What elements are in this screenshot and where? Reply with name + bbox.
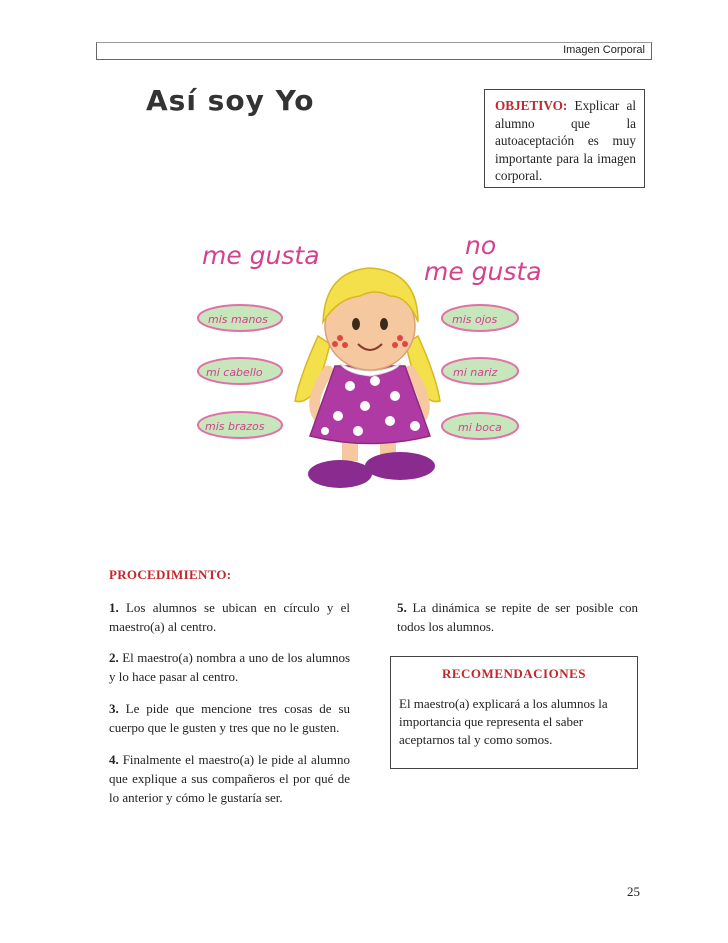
header-title: Imagen Corporal	[563, 44, 645, 56]
svg-text:mi nariz: mi nariz	[453, 366, 498, 379]
recommendations-text: El maestro(a) explicará a los alumnos la importancia que representa el saber aceptarnos tal y como somos.	[399, 696, 608, 747]
page-number: 25	[627, 884, 640, 899]
recommendations-title: RECOMENDACIONES	[441, 666, 586, 681]
page-header	[96, 42, 652, 60]
procedure-steps	[109, 598, 350, 820]
procedure-step-4: 4. Finalmente el maestro(a) le pide al alumno que explique a sus compañeros el por qué de lo anterior y cómo le gustaría ser.	[109, 752, 350, 805]
procedure-step-5: 5. La dinámica se repite de ser posible con todos los alumnos.	[397, 600, 638, 634]
svg-text:mi cabello: mi cabello	[206, 366, 263, 379]
procedure-title: PROCEDIMIENTO:	[109, 567, 232, 582]
dislike-bubble-3	[442, 413, 518, 439]
objective-label: OBJETIVO:	[495, 98, 568, 113]
like-bubble-1	[198, 305, 282, 331]
dislike-title-1: no	[465, 231, 497, 260]
like-title: me gusta	[202, 241, 320, 270]
procedure-step-1: 1. Los alumnos se ubican en círculo y el maestro(a) al centro.	[109, 600, 350, 634]
objective-text: Explicar al alumno que la autoaceptación es muy importante para la imagen corporal.	[495, 98, 636, 183]
procedure-step-3: 3. Le pide que mencione tres cosas de su cuerpo que le gusten y tres que no le gusten.	[109, 701, 350, 735]
like-bubble-3	[198, 412, 282, 438]
svg-text:mis ojos: mis ojos	[452, 313, 498, 326]
dislike-bubble-1	[442, 305, 518, 331]
procedure-step-2: 2. El maestro(a) nombra a uno de los alumnos y lo hace pasar al centro.	[109, 650, 350, 684]
svg-text:mi boca: mi boca	[458, 421, 502, 434]
page-title: Así soy Yo	[146, 84, 315, 117]
girl-illustration	[190, 226, 550, 496]
objective-box	[484, 89, 645, 188]
svg-text:mis manos: mis manos	[208, 313, 268, 326]
dislike-title-2: me gusta	[424, 257, 542, 286]
dislike-bubble-2	[442, 358, 518, 384]
like-bubble-2	[198, 358, 282, 384]
recommendations-box	[390, 656, 638, 769]
girl-figure	[295, 268, 440, 488]
svg-text:mis brazos: mis brazos	[205, 420, 265, 433]
